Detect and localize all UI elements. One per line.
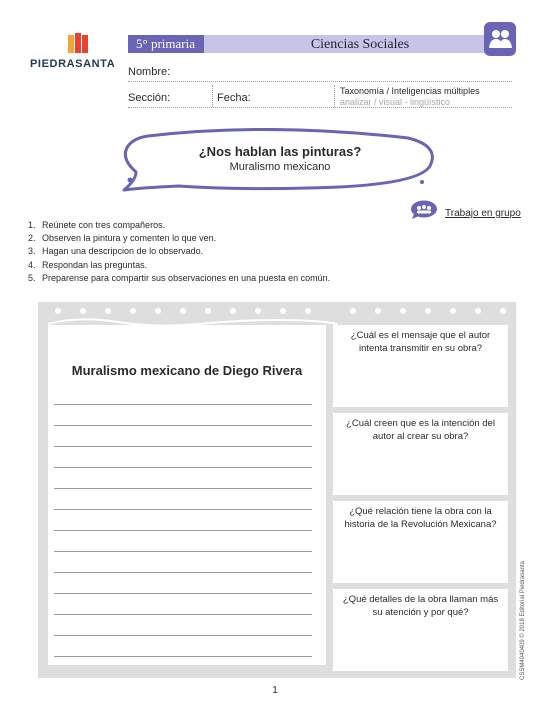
field-divider xyxy=(334,85,335,107)
book-logo-icon xyxy=(67,33,89,55)
writing-line[interactable] xyxy=(54,656,312,657)
list-item: 5. Preparense para compartir sus observaciones en una puesta en común. xyxy=(28,272,331,283)
section-label: Sección: xyxy=(128,92,171,104)
people-icon xyxy=(484,22,516,56)
question-text: ¿Cuál es el mensaje que el autor intenta transmitir en su obra? xyxy=(350,330,491,354)
name-field-line[interactable] xyxy=(128,81,512,82)
list-item: 3. Hagan una descripcion de lo observado. xyxy=(28,246,204,257)
writing-line[interactable] xyxy=(54,446,312,447)
taxonomy-subtitle: analizar / visual - lingüístico xyxy=(340,97,451,107)
writing-line[interactable] xyxy=(54,404,312,405)
instructions-list xyxy=(28,219,330,285)
logo-text: PIEDRASANTA xyxy=(30,58,116,70)
copyright-note: CSSM4040409 © 2018 Editorial Piedrasanta xyxy=(520,561,526,680)
question-box[interactable] xyxy=(333,589,508,671)
list-item: 4. Respondan las preguntas. xyxy=(28,259,148,270)
writing-line[interactable] xyxy=(54,635,312,636)
writing-line[interactable] xyxy=(54,530,312,531)
question-box[interactable] xyxy=(333,501,508,583)
group-chat-icon xyxy=(410,200,438,220)
date-label: Fecha: xyxy=(217,92,251,104)
name-label: Nombre: xyxy=(128,66,171,78)
section-field-line[interactable] xyxy=(128,107,512,108)
writing-line[interactable] xyxy=(54,593,312,594)
writing-line[interactable] xyxy=(54,509,312,510)
page-number: 1 xyxy=(272,685,278,696)
question-text: ¿Qué relación tiene la obra con la historia de la Revolución Mexicana? xyxy=(344,506,497,530)
writing-line[interactable] xyxy=(54,467,312,468)
activity-title: ¿Nos hablan las pinturas? xyxy=(198,144,362,159)
writing-line[interactable] xyxy=(54,551,312,552)
writing-line[interactable] xyxy=(54,488,312,489)
group-work-label: Trabajo en grupo xyxy=(445,208,521,219)
grade-label: 5° primaria xyxy=(128,35,204,53)
list-item: 2. Observen la pintura y comenten lo que ven. xyxy=(28,233,217,244)
list-item: 1. Reúnete con tres compañeros. xyxy=(28,220,166,230)
question-text: ¿Cuál creen que es la intención del autor al crear su obra? xyxy=(346,418,495,442)
question-text: ¿Qué detalles de la obra llaman más su atención y por qué? xyxy=(342,594,499,618)
taxonomy-label: Taxonomía / Inteligencias múltiples xyxy=(340,86,480,96)
publisher-logo xyxy=(30,33,125,73)
writing-line[interactable] xyxy=(54,425,312,426)
writing-line[interactable] xyxy=(54,614,312,615)
subject-label: Ciencias Sociales xyxy=(310,37,410,52)
writing-line[interactable] xyxy=(54,572,312,573)
question-box[interactable] xyxy=(333,413,508,495)
field-divider xyxy=(212,85,213,107)
worksheet-title: Muralismo mexicano de Diego Rivera xyxy=(71,363,303,378)
activity-subtitle: Muralismo mexicano xyxy=(229,161,331,173)
question-box[interactable] xyxy=(333,325,508,407)
